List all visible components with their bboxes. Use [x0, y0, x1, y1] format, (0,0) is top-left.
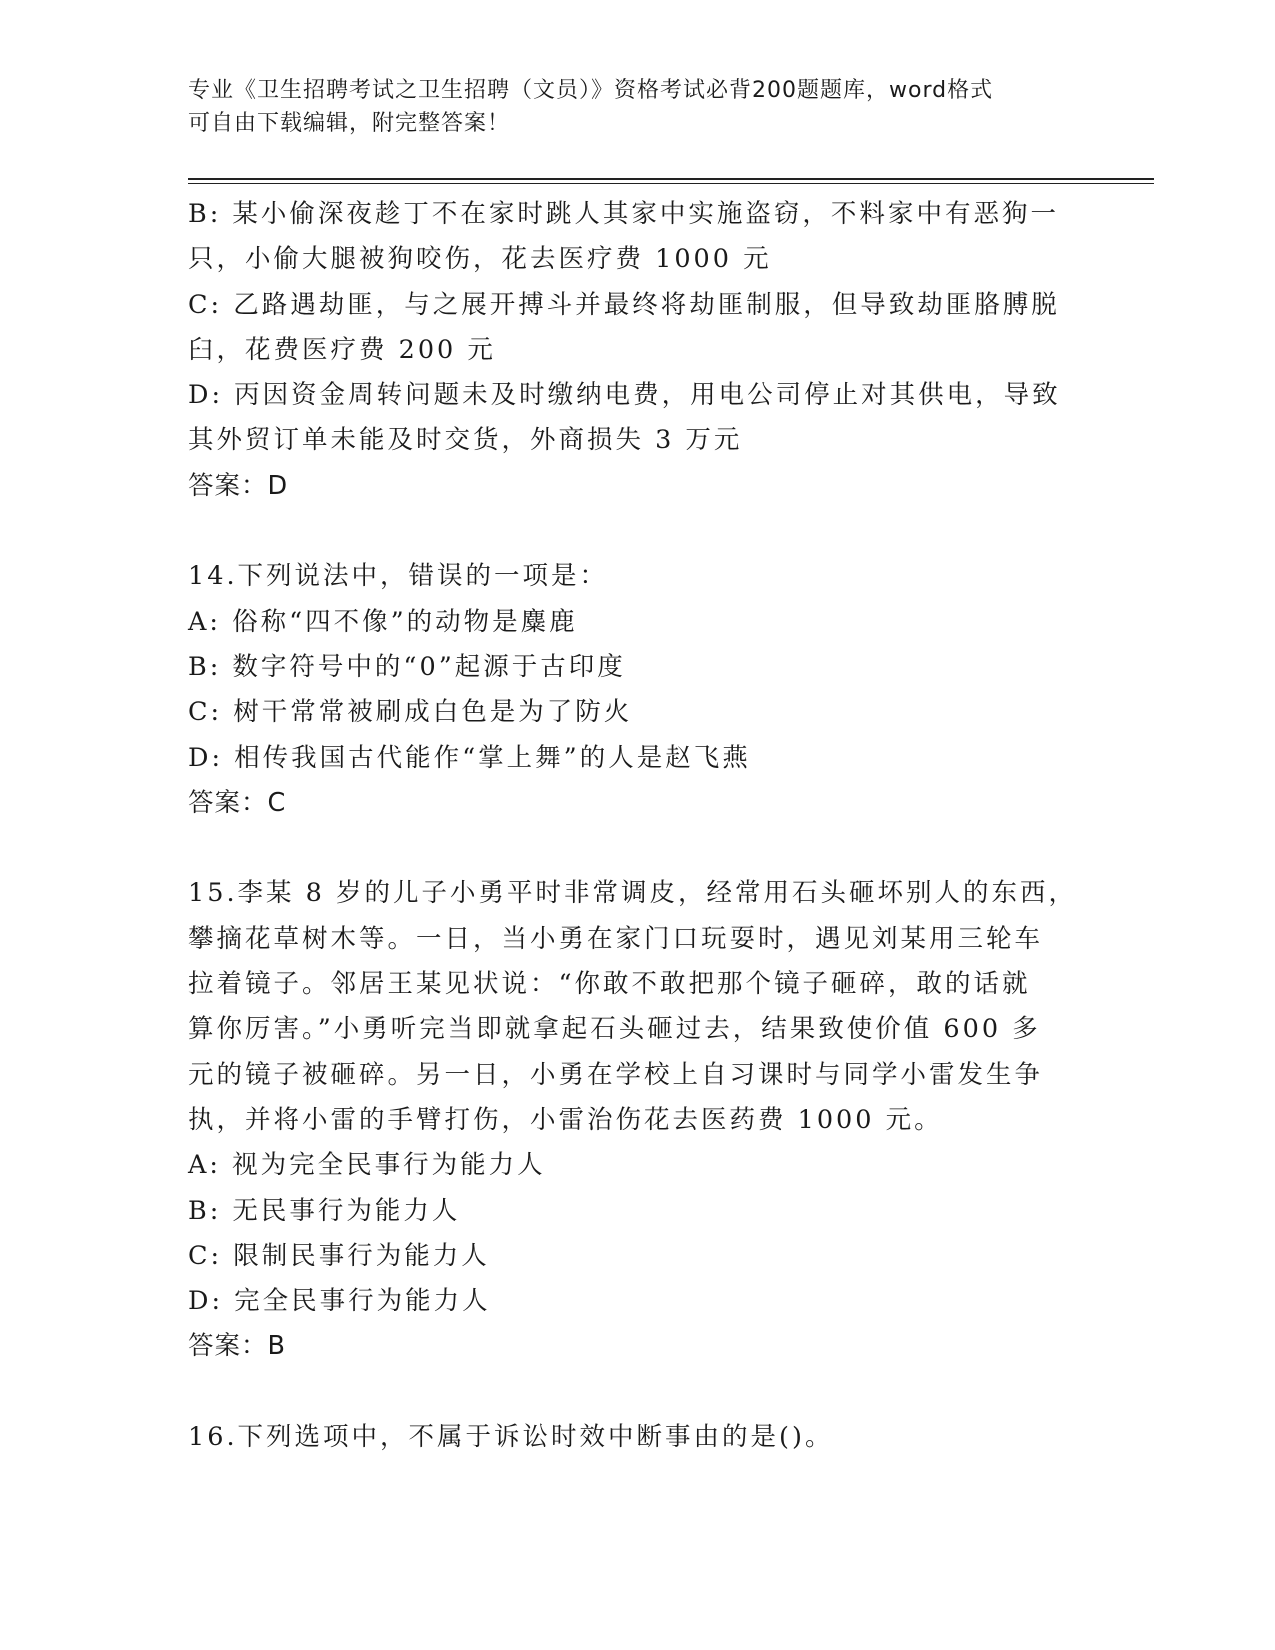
question-stem-line-4: 算你厉害。”小勇听完当即就拿起石头砸过去，结果致使价值 600 多: [188, 1014, 1041, 1045]
question-stem: 14.下列说法中，错误的一项是：: [188, 561, 609, 592]
option-c: C: 限制民事行为能力人: [188, 1240, 490, 1271]
option-a: A: 视为完全民事行为能力人: [188, 1150, 546, 1181]
option-d: D: 完全民事行为能力人: [188, 1286, 491, 1317]
header-rule-thick: [188, 178, 1154, 180]
option-c: C: 树干常常被刷成白色是为了防火: [188, 697, 633, 728]
option-b: B: 数字符号中的“0”起源于古印度: [188, 651, 626, 682]
answer-line: 答案：D: [188, 470, 289, 501]
option-b-line-2: 只，小偷大腿被狗咬伤，花去医疗费 1000 元: [188, 244, 772, 275]
question-stem-line-3: 拉着镜子。邻居王某见状说：“你敢不敢把那个镜子砸碎，敢的话就: [188, 969, 1031, 1000]
header-line-2: 可自由下载编辑，附完整答案！: [188, 111, 511, 136]
option-b-line-1: B: 某小偷深夜趁丁不在家时跳人其家中实施盗窃，不料家中有恶狗一: [188, 199, 1059, 229]
option-a: A: 俗称“四不像”的动物是麋鹿: [188, 606, 578, 637]
option-c-line-1: C: 乙路遇劫匪，与之展开搏斗并最终将劫匪制服，但导致劫匪胳膊脱: [188, 289, 1060, 320]
question-13-continued: [188, 192, 1088, 509]
question-spacer: [188, 826, 1088, 871]
header-rule-thin: [188, 183, 1154, 184]
question-stem-line-5: 元的镜子被砸碎。另一日，小勇在学校上自习课时与同学小雷发生争: [188, 1059, 1044, 1090]
question-14: [188, 554, 1088, 826]
option-d: D: 相传我国古代能作“掌上舞”的人是赵飞燕: [188, 742, 751, 773]
option-d-line-1: D: 丙因资金周转问题未及时缴纳电费，用电公司停止对其供电，导致: [188, 380, 1061, 411]
document-body: [188, 192, 1088, 1460]
option-b: B: 无民事行为能力人: [188, 1195, 461, 1226]
question-stem: 16.下列选项中，不属于诉讼时效中断事由的是()。: [188, 1422, 834, 1453]
question-stem-line-2: 攀摘花草树木等。一日，当小勇在家门口玩耍时，遇见刘某用三轮车: [188, 923, 1044, 954]
question-16: [188, 1415, 1088, 1460]
header-line-1: 专业《卫生招聘考试之卫生招聘（文员）》资格考试必背200题题库，word格式: [188, 78, 994, 103]
question-spacer: [188, 509, 1088, 554]
question-15: [188, 871, 1088, 1369]
question-spacer: [188, 1370, 1088, 1415]
answer-line: 答案：B: [188, 1331, 286, 1362]
option-d-line-2: 其外贸订单未能及时交货，外商损失 3 万元: [188, 425, 743, 456]
question-stem-line-1: 15.李某 8 岁的儿子小勇平时非常调皮，经常用石头砸坏别人的东西，: [188, 878, 1077, 909]
answer-line: 答案：C: [188, 787, 287, 818]
option-c-line-2: 臼，花费医疗费 200 元: [188, 334, 496, 365]
document-header: [188, 74, 1068, 140]
question-stem-line-6: 执，并将小雷的手臂打伤，小雷治伤花去医药费 1000 元。: [188, 1104, 943, 1135]
